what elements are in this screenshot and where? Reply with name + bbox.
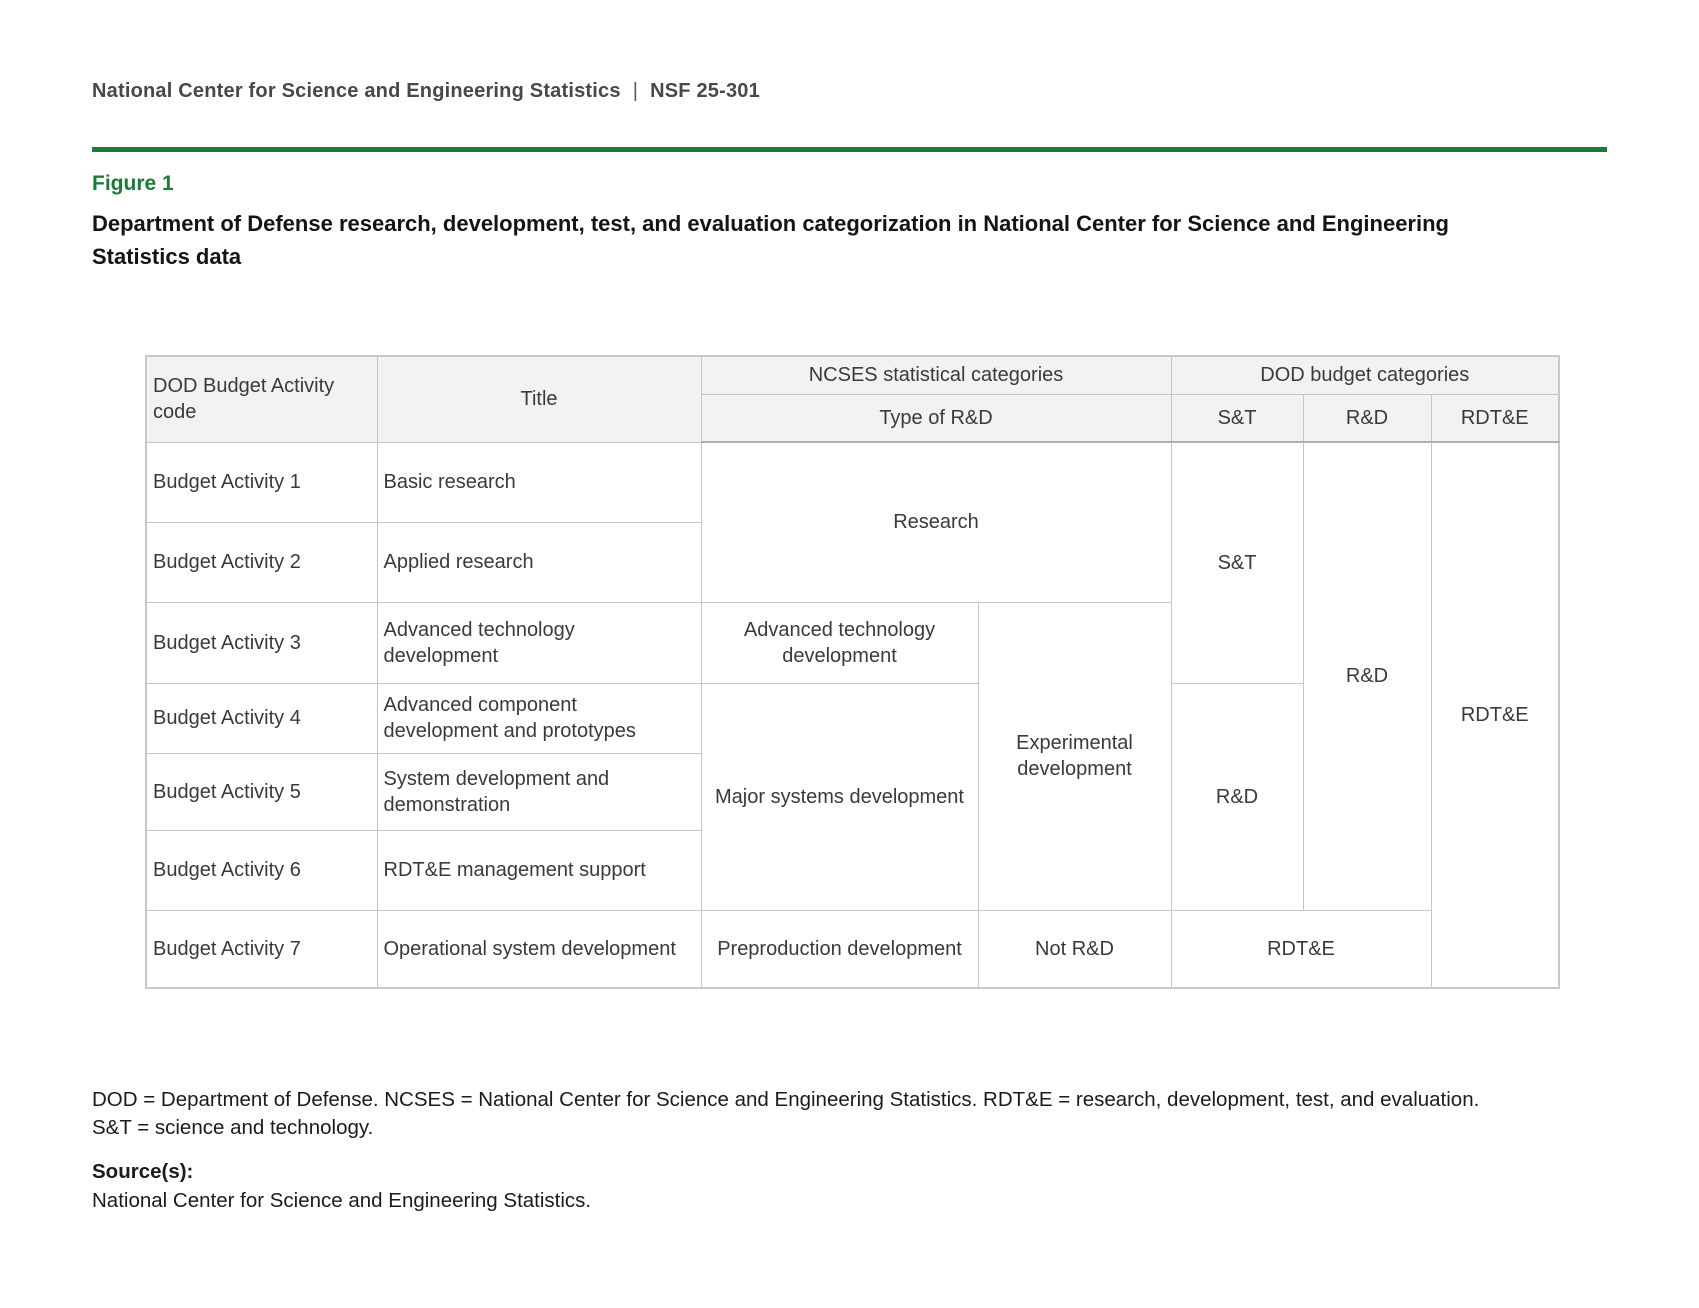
header-group-dod-budget-categories: DOD budget categories — [1171, 356, 1559, 394]
header-rdte: RDT&E — [1431, 394, 1559, 442]
cell-code-budget-activity-1: Budget Activity 1 — [146, 442, 377, 522]
cell-code-budget-activity-4: Budget Activity 4 — [146, 683, 377, 753]
header-title: Title — [377, 356, 701, 442]
cell-title-applied-research: Applied research — [377, 522, 701, 602]
abbreviations-footnote: DOD = Department of Defense. NCSES = National Center for Science and Engineering Statistics. RDT&E = research, development, test, and evaluation. S&T = science and technology. — [92, 1088, 1480, 1139]
cell-budget-rd-in-st-column: R&D — [1171, 683, 1303, 910]
cell-type-advanced-technology-development: Advanced technology development — [701, 602, 978, 683]
cell-budget-rd: R&D — [1303, 442, 1431, 910]
publisher-name: National Center for Science and Engineering Statistics — [92, 80, 621, 102]
figure-label: Figure 1 — [92, 172, 174, 195]
header-type-of-rd: Type of R&D — [701, 394, 1171, 442]
divider-rule — [92, 147, 1607, 152]
cell-title-rdte-management-support: RDT&E management support — [377, 830, 701, 910]
cell-title-system-development-demonstration: System development and demonstration — [377, 753, 701, 830]
cell-title-advanced-technology-development: Advanced technology development — [377, 602, 701, 683]
cell-type-not-rd: Not R&D — [978, 910, 1171, 988]
cell-type-research: Research — [701, 442, 1171, 602]
cell-title-operational-system-development: Operational system development — [377, 910, 701, 988]
header-st: S&T — [1171, 394, 1303, 442]
cell-title-advanced-component-development: Advanced component development and prototypes — [377, 683, 701, 753]
header-rd: R&D — [1303, 394, 1431, 442]
source-label: Source(s): — [92, 1160, 194, 1183]
cell-budget-rdte-bottom: RDT&E — [1171, 910, 1431, 988]
cell-code-budget-activity-7: Budget Activity 7 — [146, 910, 377, 988]
cell-code-budget-activity-6: Budget Activity 6 — [146, 830, 377, 910]
source-text: National Center for Science and Engineering Statistics. — [92, 1189, 592, 1212]
table-container — [145, 355, 1560, 989]
header-separator: | — [632, 80, 639, 102]
header-group-ncses-statistical-categories: NCSES statistical categories — [701, 356, 1171, 394]
cell-code-budget-activity-2: Budget Activity 2 — [146, 522, 377, 602]
cell-budget-st: S&T — [1171, 442, 1303, 683]
cell-title-basic-research: Basic research — [377, 442, 701, 522]
report-number: NSF 25-301 — [650, 80, 760, 102]
cell-type-major-systems-development: Major systems development — [701, 683, 978, 910]
cell-type-experimental-development: Experimental development — [978, 602, 1171, 910]
cell-code-budget-activity-5: Budget Activity 5 — [146, 753, 377, 830]
header-dod-budget-activity-code: DOD Budget Activity code — [146, 356, 377, 442]
cell-code-budget-activity-3: Budget Activity 3 — [146, 602, 377, 683]
figure-title: Department of Defense research, development, test, and evaluation categorization in National Center for Science and Engineering Statistics data — [92, 211, 1449, 269]
categorization-table — [145, 355, 1560, 989]
cell-type-preproduction-development: Preproduction development — [701, 910, 978, 988]
cell-budget-rdte: RDT&E — [1431, 442, 1559, 988]
document-header — [92, 80, 760, 103]
